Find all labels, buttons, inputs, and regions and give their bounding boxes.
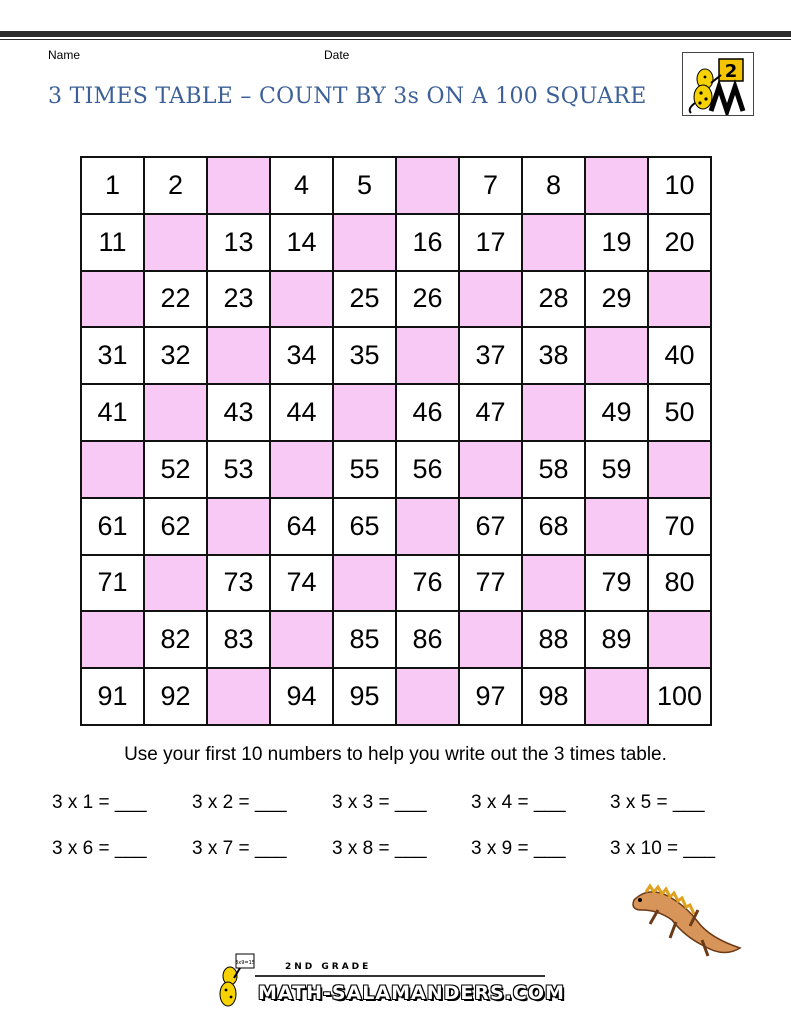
number-cell: 29 — [585, 271, 648, 328]
highlighted-multiple-cell — [585, 668, 648, 725]
grid-row — [81, 555, 711, 612]
number-cell: 49 — [585, 384, 648, 441]
number-cell: 77 — [459, 555, 522, 612]
highlighted-multiple-cell — [207, 157, 270, 214]
number-cell: 58 — [522, 441, 585, 498]
instruction-text: Use your first 10 numbers to help you write out the 3 times table. — [124, 744, 667, 765]
number-cell: 100 — [648, 668, 711, 725]
highlighted-multiple-cell — [459, 271, 522, 328]
number-cell: 95 — [333, 668, 396, 725]
equation-blank: 3 x 1 = ___ — [52, 792, 147, 813]
equation-blank: 3 x 7 = ___ — [192, 838, 287, 859]
highlighted-multiple-cell — [207, 327, 270, 384]
number-cell: 47 — [459, 384, 522, 441]
number-cell: 41 — [81, 384, 144, 441]
highlighted-multiple-cell — [648, 611, 711, 668]
number-cell: 74 — [270, 555, 333, 612]
highlighted-multiple-cell — [144, 214, 207, 271]
number-cell: 4 — [270, 157, 333, 214]
number-cell: 31 — [81, 327, 144, 384]
highlighted-multiple-cell — [333, 214, 396, 271]
number-cell: 56 — [396, 441, 459, 498]
number-cell: 68 — [522, 498, 585, 555]
number-cell: 92 — [144, 668, 207, 725]
highlighted-multiple-cell — [459, 441, 522, 498]
highlighted-multiple-cell — [648, 271, 711, 328]
number-cell: 32 — [144, 327, 207, 384]
equation-blank: 3 x 10 = ___ — [610, 838, 716, 859]
grid-row — [81, 611, 711, 668]
number-cell: 88 — [522, 611, 585, 668]
highlighted-multiple-cell — [585, 498, 648, 555]
highlighted-multiple-cell — [207, 498, 270, 555]
equation-blank: 3 x 2 = ___ — [192, 792, 287, 813]
number-cell: 71 — [81, 555, 144, 612]
number-cell: 85 — [333, 611, 396, 668]
highlighted-multiple-cell — [648, 441, 711, 498]
logo-grade-number: 2 — [724, 61, 738, 82]
number-cell: 91 — [81, 668, 144, 725]
number-cell: 53 — [207, 441, 270, 498]
highlighted-multiple-cell — [396, 327, 459, 384]
page-title: 3 TIMES TABLE – COUNT BY 3s ON A 100 SQUARE — [48, 84, 647, 109]
equation-blank: 3 x 3 = ___ — [332, 792, 427, 813]
grid-row — [81, 327, 711, 384]
number-cell: 76 — [396, 555, 459, 612]
footer-sign-text: 3x9=15 — [235, 960, 255, 966]
equation-blank: 3 x 5 = ___ — [610, 792, 705, 813]
header-rule-thick — [0, 31, 791, 37]
number-cell: 61 — [81, 498, 144, 555]
grid-row — [81, 668, 711, 725]
number-cell: 11 — [81, 214, 144, 271]
number-cell: 10 — [648, 157, 711, 214]
number-cell: 62 — [144, 498, 207, 555]
salamander-illustration-icon — [628, 880, 748, 965]
number-cell: 97 — [459, 668, 522, 725]
name-label: Name — [48, 48, 81, 62]
grid-row — [81, 157, 711, 214]
highlighted-multiple-cell — [207, 668, 270, 725]
number-cell: 82 — [144, 611, 207, 668]
grid-row — [81, 271, 711, 328]
highlighted-multiple-cell — [459, 611, 522, 668]
salamander-logo-icon — [683, 53, 753, 115]
number-cell: 28 — [522, 271, 585, 328]
number-cell: 34 — [270, 327, 333, 384]
number-cell: 73 — [207, 555, 270, 612]
highlighted-multiple-cell — [585, 157, 648, 214]
highlighted-multiple-cell — [81, 441, 144, 498]
footer-rule-top — [255, 975, 545, 977]
equation-blank: 3 x 6 = ___ — [52, 838, 147, 859]
date-label: Date — [324, 48, 350, 62]
hundred-square-grid — [80, 156, 712, 726]
highlighted-multiple-cell — [396, 498, 459, 555]
number-cell: 25 — [333, 271, 396, 328]
footer-site-name: MATH-SALAMANDERS.COM — [258, 982, 565, 1004]
highlighted-multiple-cell — [270, 611, 333, 668]
grid-row — [81, 384, 711, 441]
number-cell: 67 — [459, 498, 522, 555]
equation-blank: 3 x 4 = ___ — [471, 792, 566, 813]
footer-salamander-icon — [216, 950, 256, 1012]
highlighted-multiple-cell — [81, 611, 144, 668]
number-cell: 14 — [270, 214, 333, 271]
number-cell: 89 — [585, 611, 648, 668]
highlighted-multiple-cell — [396, 157, 459, 214]
number-cell: 80 — [648, 555, 711, 612]
number-cell: 17 — [459, 214, 522, 271]
highlighted-multiple-cell — [81, 271, 144, 328]
number-cell: 70 — [648, 498, 711, 555]
number-cell: 2 — [144, 157, 207, 214]
number-cell: 59 — [585, 441, 648, 498]
number-cell: 26 — [396, 271, 459, 328]
highlighted-multiple-cell — [144, 384, 207, 441]
highlighted-multiple-cell — [585, 327, 648, 384]
number-cell: 83 — [207, 611, 270, 668]
number-cell: 19 — [585, 214, 648, 271]
grid-row — [81, 441, 711, 498]
number-cell: 40 — [648, 327, 711, 384]
number-cell: 94 — [270, 668, 333, 725]
highlighted-multiple-cell — [333, 384, 396, 441]
number-cell: 64 — [270, 498, 333, 555]
number-cell: 52 — [144, 441, 207, 498]
number-cell: 65 — [333, 498, 396, 555]
grid-row — [81, 214, 711, 271]
number-cell: 5 — [333, 157, 396, 214]
highlighted-multiple-cell — [144, 555, 207, 612]
number-cell: 46 — [396, 384, 459, 441]
number-cell: 38 — [522, 327, 585, 384]
number-cell: 55 — [333, 441, 396, 498]
number-cell: 1 — [81, 157, 144, 214]
number-cell: 37 — [459, 327, 522, 384]
highlighted-multiple-cell — [522, 214, 585, 271]
number-cell: 23 — [207, 271, 270, 328]
grid-row — [81, 498, 711, 555]
number-cell: 35 — [333, 327, 396, 384]
highlighted-multiple-cell — [270, 271, 333, 328]
footer-grade: 2ND GRADE — [285, 962, 372, 972]
highlighted-multiple-cell — [522, 555, 585, 612]
highlighted-multiple-cell — [396, 668, 459, 725]
highlighted-multiple-cell — [333, 555, 396, 612]
number-cell: 8 — [522, 157, 585, 214]
number-cell: 13 — [207, 214, 270, 271]
number-cell: 50 — [648, 384, 711, 441]
highlighted-multiple-cell — [522, 384, 585, 441]
highlighted-multiple-cell — [270, 441, 333, 498]
grade-logo — [682, 52, 754, 116]
number-cell: 16 — [396, 214, 459, 271]
equation-blank: 3 x 9 = ___ — [471, 838, 566, 859]
equation-blank: 3 x 8 = ___ — [332, 838, 427, 859]
number-cell: 86 — [396, 611, 459, 668]
number-cell: 79 — [585, 555, 648, 612]
number-cell: 20 — [648, 214, 711, 271]
number-cell: 7 — [459, 157, 522, 214]
number-cell: 44 — [270, 384, 333, 441]
number-cell: 98 — [522, 668, 585, 725]
number-cell: 43 — [207, 384, 270, 441]
number-cell: 22 — [144, 271, 207, 328]
header-rule-thin — [0, 39, 791, 40]
